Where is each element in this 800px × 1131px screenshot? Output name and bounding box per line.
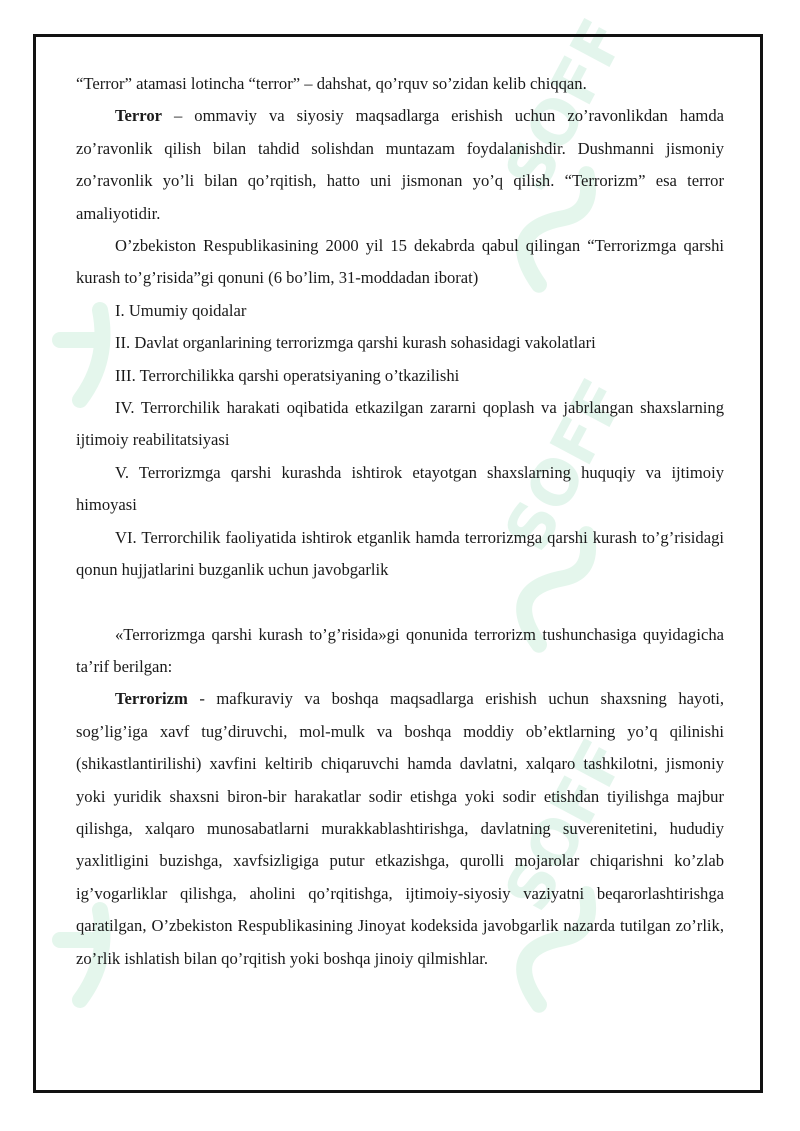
term-terrorizm: Terrorizm: [115, 689, 188, 709]
blank-line: [76, 587, 724, 619]
law-section-3: III. Terrorchilikka qarshi operatsiyaning o’tkazilishi: [115, 365, 460, 385]
term-terror: Terror: [115, 106, 163, 126]
paragraph-terrorism-definition: [76, 683, 724, 975]
paragraph-law-intro: O’zbekiston Respublikasining 2000 yil 15 dekabrda qabul qilingan “Terrorizmga qarshi kurash to’g’risida”gi qonuni (6 bo’lim, 31-moddadan iborat): [76, 236, 724, 288]
document-body: [76, 68, 724, 975]
definition-text: – ommaviy va siyosiy maqsadlarga erishish uchun zo’ravonlikdan hamda zo’ravonlik qilish bilan tahdid solishdan muntazam foydalanishdir. Dushmanni jismoniy zo’ravonlik yo’li bilan qo’rqitish, hatto uni jismonan yo’q qilish. “Terrorizm” esa terror amaliyotidir.: [76, 106, 724, 223]
law-section-5: V. Terrorizmga qarshi kurashda ishtirok etayotgan shaxslarning huquqiy va ijtimoiy himoyasi: [76, 462, 724, 515]
paragraph-etymology: “Terror” atamasi lotincha “terror” – dahshat, qo’rquv so’zidan kelib chiqqan.: [76, 74, 587, 93]
watermark-text: SOFF: [490, 7, 640, 203]
paragraph-terror-definition: [76, 100, 724, 230]
law-section-1: I. Umumiy qoidalar: [115, 300, 247, 320]
watermark-text: SOFF: [490, 727, 640, 923]
law-section-4: IV. Terrorchilik harakati oqibatida etkazilgan zararni qoplash va jabrlangan shaxslarning ijtimoiy reabilitatsiyasi: [76, 398, 724, 450]
law-section-2: II. Davlat organlarining terrorizmga qarshi kurash sohasidagi vakolatlari: [115, 333, 596, 353]
paragraph-law-definition-intro: «Terrorizmga qarshi kurash to’g’risida»gi qonunida terrorizm tushunchasiga quyidagicha ta’rif berilgan:: [76, 624, 724, 676]
law-section-6: VI. Terrorchilik faoliyatida ishtirok etganlik hamda terrorizmga qarshi kurash to’g’risidagi qonun hujjatlarini buzganlik uchun javobgarlik: [76, 527, 724, 580]
definition-text: - mafkuraviy va boshqa maqsadlarga erishish uchun shaxsning hayoti, sog’lig’iga xavf tug’diruvchi, mol-mulk va boshqa moddiy ob’ektlarning yo’q qilinishi (shikastlantirilishi) xavfini keltirib chiqaruvchi hamda davlatni, xalqaro tashkilotni, jismoniy yoki yuridik shaxsni biron-bir harakatlar sodir etishga yoki sodir etishdan tiyilishga majbur qilishga, xalqaro munosabatlarni murakkablashtirishga, davlatning suverenitetini, hududiy yaxlitligini buzishga, xavfsizligiga putur etkazishga, qurolli mojarolar chiqarishni ko’zlab ig’vogarliklar qilishga, aholini qo’rqitishga, ijtimoiy-siyosiy vaziyatni beqarorlashtirishga qaratilgan, O’zbekiston Respublikasining Jinoyat kodeksida javobgarlik nazarda tutilgan zo’rlik, zo’rlik ishlatish bilan qo’rqitish yoki boshqa jinoiy qilmishlar.: [76, 689, 724, 968]
watermark-text: SOFF: [490, 367, 640, 563]
